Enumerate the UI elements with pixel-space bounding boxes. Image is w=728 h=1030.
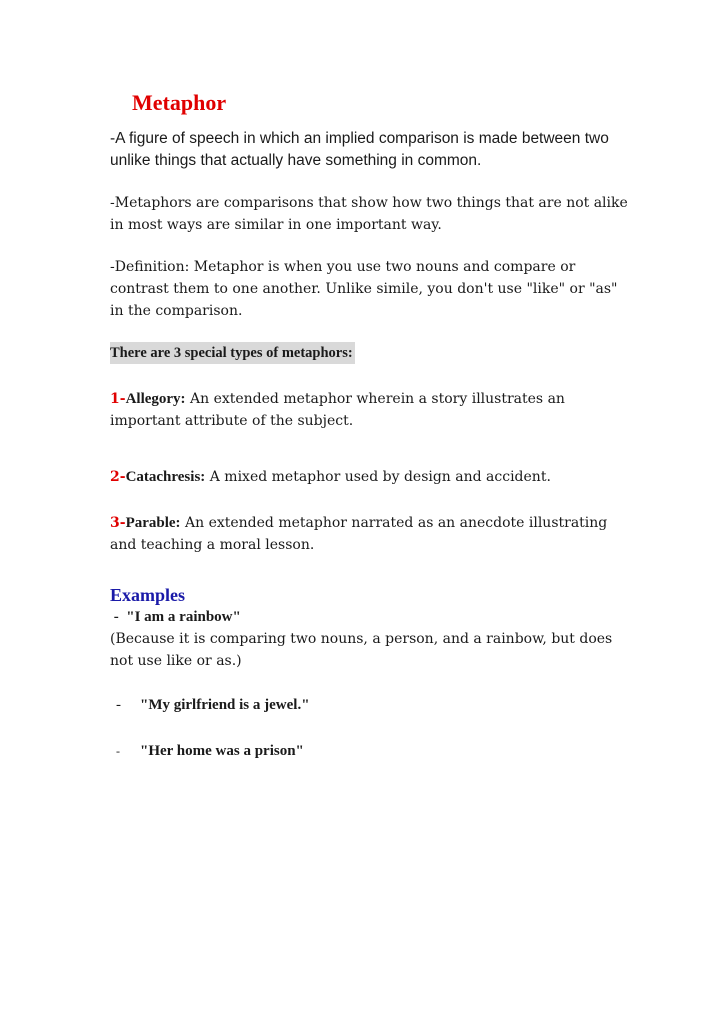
type-term: Catachresis: <box>125 469 206 485</box>
example-item-rainbow: - "I am a rainbow" <box>110 609 241 625</box>
type-number: 2- <box>110 469 126 485</box>
type-term: Parable: <box>125 515 181 531</box>
examples-heading: Examples <box>110 585 186 605</box>
type-description: A mixed metaphor used by design and accident. <box>205 469 551 485</box>
types-heading-row <box>110 342 630 364</box>
type-term: Allegory: <box>125 391 186 407</box>
page-title: Metaphor <box>132 90 227 115</box>
type-item-catachresis <box>110 466 630 488</box>
example-item-prison <box>110 740 630 762</box>
list-dash: - <box>116 744 120 758</box>
definition-paragraph-1: -A figure of speech in which an implied comparison is made between two unlike things that actually have something in common. <box>110 130 609 169</box>
definition-paragraph-2: -Metaphors are comparisons that show how two things that are not alike in most ways are similar in one important way. <box>110 195 628 233</box>
type-description: An extended metaphor wherein a story illustrates an important attribute of the subject. <box>110 391 565 429</box>
type-number: 3- <box>110 515 126 531</box>
example-note: (Because it is comparing two nouns, a person, and a rainbow, but does not use like or as.) <box>110 631 613 669</box>
type-item-parable <box>110 512 630 556</box>
type-description: An extended metaphor narrated as an anecdote illustrating and teaching a moral lesson. <box>110 515 608 553</box>
types-heading: There are 3 special types of metaphors: <box>110 342 355 364</box>
document-page <box>110 90 630 786</box>
type-number: 1- <box>110 391 126 407</box>
type-item-allegory <box>110 388 630 432</box>
example-item-jewel <box>110 694 630 716</box>
example-text: "Her home was a prison" <box>140 743 304 759</box>
definition-paragraph-3: -Definition: Metaphor is when you use two nouns and compare or contrast them to one another. Unlike simile, you don't use "like" or "as" in the comparison. <box>110 259 618 319</box>
example-text: "My girlfriend is a jewel." <box>140 697 310 713</box>
list-dash: - <box>116 697 121 713</box>
